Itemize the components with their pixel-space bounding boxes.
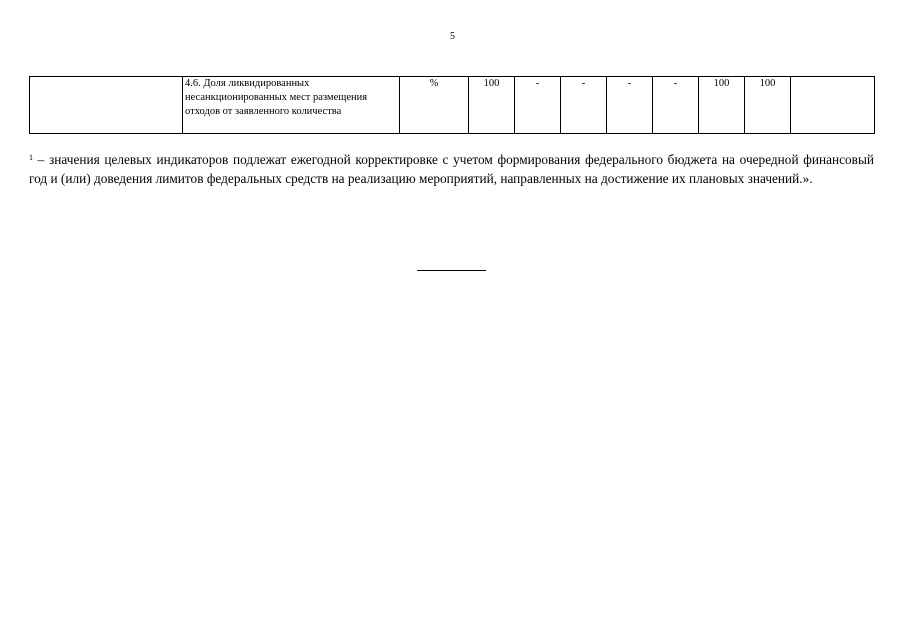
value-cell: - bbox=[561, 77, 607, 134]
value-cell: - bbox=[515, 77, 561, 134]
footnote-text: – значения целевых индикаторов подлежат ежегодной корректировке с учетом формирования федерального бюджета на очередной финансовый год и (или) доведения лимитов федеральных средств на реализацию мероприятий, направленных на достижение их плановых значений.». bbox=[29, 152, 874, 186]
value-cell: - bbox=[653, 77, 699, 134]
value-cell: 100 bbox=[469, 77, 515, 134]
unit-cell: % bbox=[400, 77, 469, 134]
table-cell-empty bbox=[30, 77, 183, 134]
value-cell: 100 bbox=[699, 77, 745, 134]
footnote bbox=[29, 150, 874, 188]
table-row bbox=[30, 77, 875, 134]
table-cell-empty bbox=[791, 77, 875, 134]
footnote-marker: 1 bbox=[29, 153, 33, 162]
page-number: 5 bbox=[450, 31, 455, 42]
value-cell: - bbox=[607, 77, 653, 134]
value-cell: 100 bbox=[745, 77, 791, 134]
end-of-document-rule bbox=[417, 270, 486, 271]
indicators-table bbox=[29, 76, 875, 134]
indicator-name-cell: 4.6. Доля ликвидированных несанкционированных мест размещения отходов от заявленного количества bbox=[183, 77, 400, 134]
